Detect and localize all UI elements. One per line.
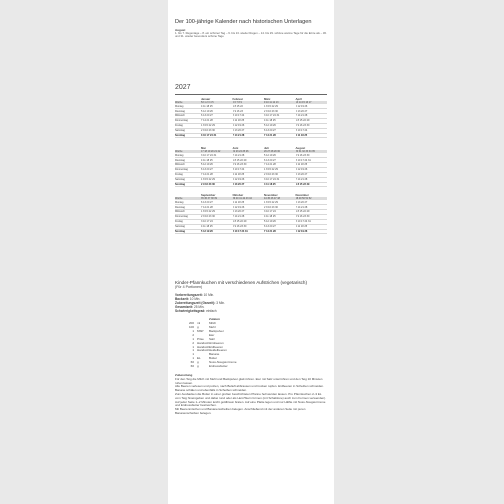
calendar-quarter — [175, 146, 327, 187]
prep-paragraph: Zum Ausbacken die Butter in einer großen beschichteten Pfanne hell werden lassen. Pro Pfannkuchen 2–3 EL vom Teig hineingeben und dabei rund oder als Herz/Stern formen (mit Schablone) auch zum Formen verwenden). — [175, 391, 327, 400]
day-numbers: 7 14 21 28 — [264, 133, 276, 137]
august-forecast — [175, 29, 327, 39]
ingredient-name: Nuss-Nougat-Creme — [209, 360, 237, 365]
week-numbers: 22 23 24 25 26 — [232, 150, 249, 154]
day-numbers: 6 13 20 27 — [295, 200, 308, 204]
ingredient-amount: 100 — [188, 325, 194, 330]
ingredient-amount: 1 — [192, 348, 194, 353]
page-title: Der 100-jährige Kalender nach historischen Unterlagen — [175, 19, 312, 25]
weekday-label: Sonntag — [175, 133, 185, 137]
meta-label: Backzeit: — [175, 297, 189, 302]
weekday-label: Samstag — [175, 225, 185, 229]
weekday-label: Dienstag — [175, 109, 185, 113]
day-numbers: 7 14 21 28 — [264, 163, 276, 167]
weekday-label: Mittwoch — [175, 163, 185, 167]
weekday-label: Montag — [175, 153, 184, 157]
week-numbers: 13 14 15 16 17 — [295, 101, 312, 105]
week-label: Woche — [175, 101, 183, 105]
ingredient-name: Eier — [209, 332, 215, 337]
recipe-meta-item — [175, 309, 327, 313]
day-numbers: 2 9 16 23 30 — [264, 109, 278, 113]
meta-label: Vorbereitungszeit: — [175, 293, 203, 298]
ingredient-amount: 1 — [192, 352, 194, 357]
month-name: März — [264, 97, 271, 101]
ingredient-unit: Prise — [197, 336, 204, 341]
day-numbers: 1 8 15 22 29 — [201, 178, 215, 182]
day-numbers: 1 8 15 22 29 — [264, 104, 278, 108]
day-numbers: 7 14 21 28 — [264, 229, 276, 233]
meta-label: Schwierigkeitsgrad: — [175, 309, 206, 314]
day-numbers: 6 13 20 27 — [201, 200, 213, 204]
day-numbers: 4 11 18 25 — [232, 173, 245, 177]
day-numbers: 6 13 20 27 — [264, 158, 276, 162]
day-numbers: 3 10 17 24 — [264, 210, 276, 214]
day-numbers: 6 13 20 27 — [232, 210, 245, 214]
weekday-label: Montag — [175, 200, 184, 204]
month-name: November — [264, 193, 278, 197]
day-numbers: 4 11 18 25 — [201, 225, 213, 229]
day-numbers: 6 13 20 27 — [295, 109, 308, 113]
meta-label: Zubereitungszeit (Garzeit): — [175, 301, 216, 306]
day-numbers: 3 10 17 24 — [201, 220, 213, 224]
day-numbers: 7 14 21 28 — [201, 205, 213, 209]
day-numbers: 5 12 19 26 — [201, 109, 213, 113]
month-name: Juni — [232, 146, 239, 150]
ingredient-unit: Handvoll — [197, 344, 209, 349]
weekday-row — [175, 230, 327, 235]
weekday-row — [175, 134, 327, 139]
ingredient-name: Milch — [209, 321, 217, 326]
ingredients-heading: Zutaten — [209, 317, 220, 322]
weekday-label: Dienstag — [175, 205, 185, 209]
prep-paragraph: Mit Beerenmischen und Bananenscheiben belegen. Anschließend mit der anderen Seite mit puren Bananenscheiben belegen. — [175, 407, 306, 415]
day-numbers: 6 13 20 27 — [295, 173, 308, 177]
day-numbers: 1 8 15 22 29 — [295, 119, 310, 123]
day-numbers: 3 10 17 24 31 — [201, 133, 217, 137]
meta-value: 25 Min. — [193, 305, 205, 310]
weekday-label: Donnerstag — [175, 168, 188, 172]
day-numbers: 3 10 17 24 31 — [264, 178, 280, 182]
calendar-page — [168, 0, 334, 504]
week-numbers: 5 6 7 8 9 — [232, 101, 242, 105]
meta-value: 10 Min. — [203, 293, 215, 298]
weekday-row — [175, 183, 327, 188]
calendar-year: 2027 — [175, 84, 191, 91]
day-numbers: 4 11 18 25 — [264, 182, 276, 186]
weekday-label: Montag — [175, 104, 184, 108]
ingredient-amount: 60 — [190, 360, 194, 365]
ingredient-amount: 1 — [192, 336, 194, 341]
day-numbers: 6 13 20 27 — [201, 168, 213, 172]
month-name: Juli — [264, 146, 269, 150]
week-label: Woche — [175, 197, 183, 201]
day-numbers: 3 10 17 24 — [232, 168, 245, 172]
day-numbers: 2 9 16 23 30 — [264, 173, 278, 177]
day-numbers: 5 12 19 26 — [264, 153, 276, 157]
day-numbers: 6 13 20 27 — [201, 114, 213, 118]
ingredient-unit: ml — [197, 321, 201, 326]
ingredient-amount: 60 — [190, 364, 194, 369]
ingredient-unit: EL — [197, 356, 201, 361]
day-numbers: 1 8 15 22 — [232, 104, 243, 108]
preparation — [175, 374, 327, 416]
week-numbers: 53 1 2 3 4 5 — [201, 101, 214, 105]
day-numbers: 1 8 15 22 29 — [295, 210, 310, 214]
ingredient-amount: 2 — [192, 340, 194, 345]
calendar-quarter — [175, 97, 327, 138]
weekday-label: Freitag — [175, 173, 183, 177]
day-numbers: 4 11 18 25 — [295, 225, 308, 229]
weekday-label: Mittwoch — [175, 210, 185, 214]
day-numbers: 7 14 21 28 — [295, 205, 308, 209]
day-numbers: 2 9 16 23 — [232, 109, 243, 113]
ingredient-amount: 1 — [192, 356, 194, 361]
day-numbers: 7 14 21 28 — [295, 114, 308, 118]
ingredient-amount: 1 — [192, 328, 194, 333]
month-name: Oktober — [232, 193, 244, 197]
weekday-label: Dienstag — [175, 158, 185, 162]
ingredient-amount: 1 — [192, 344, 194, 349]
meta-value: 10 Min. — [189, 297, 201, 302]
day-numbers: 4 11 18 25 — [232, 119, 245, 123]
day-numbers: 2 9 16 23 30 — [295, 124, 310, 128]
day-numbers: 3 10 17 24 31 — [264, 114, 280, 118]
month-name: Dezember — [295, 193, 309, 197]
week-numbers: 48 49 50 51 52 — [295, 197, 312, 201]
day-numbers: 2 9 16 23 30 — [295, 153, 310, 157]
week-numbers: 30 31 32 33 34 35 — [295, 150, 315, 154]
weekday-label: Mittwoch — [175, 114, 185, 118]
day-numbers: 1 8 15 22 29 — [264, 200, 278, 204]
day-numbers: 5 12 19 26 — [201, 163, 213, 167]
week-numbers: 26 27 28 29 30 — [264, 150, 280, 154]
day-numbers: 5 12 19 26 — [295, 229, 308, 233]
day-numbers: 3 10 17 24 31 — [295, 158, 311, 162]
weekday-label: Samstag — [175, 129, 185, 133]
day-numbers: 2 9 16 23 30 — [201, 215, 215, 219]
recipe-meta — [175, 293, 327, 313]
day-numbers: 7 14 21 28 — [232, 215, 245, 219]
ingredient-name: Banane — [209, 352, 220, 357]
prep-paragraph: Auf jeder Seite 1–2 Minuten leicht goldbraun braten. Auf eine Platte legen und nur Hälfte mit Nuss-Nougat-Creme und Erdnussbutter bestreichen. — [175, 399, 326, 408]
ingredient-unit: Handvoll — [197, 340, 209, 345]
calendar-quarter — [175, 193, 327, 234]
weekday-label: Freitag — [175, 124, 183, 128]
ingredient-name: Salz — [209, 336, 215, 341]
day-numbers: 7 14 21 28 — [201, 119, 213, 123]
day-numbers: 3 10 17 24 — [232, 114, 245, 118]
day-numbers: 2 9 16 23 30 — [201, 129, 215, 133]
week-label: Woche — [175, 150, 183, 154]
day-numbers: 4 11 18 25 — [264, 215, 276, 219]
day-numbers: 4 11 18 25 — [295, 133, 308, 137]
day-numbers: 7 14 21 28 — [232, 133, 245, 137]
day-numbers: 2 9 16 23 30 — [264, 205, 278, 209]
week-numbers: 44 45 46 47 48 — [264, 197, 280, 201]
prep-paragraph: Für den Teig die Milch mit Mehl und Backpulver glatt rühren. Eier mit Salz unterrühren und den Teig 10 Minuten ruhen lassen. — [175, 376, 323, 385]
day-numbers: 1 8 15 22 29 — [264, 168, 278, 172]
day-numbers: 7 14 21 28 — [201, 173, 213, 177]
day-numbers: 3 10 17 24 — [295, 129, 308, 133]
ingredient-amount: 200 — [188, 321, 194, 326]
month-name: September — [201, 193, 216, 197]
month-name: Februar — [232, 97, 243, 101]
day-numbers: 6 13 20 27 — [264, 225, 276, 229]
day-numbers: 3 10 17 24 31 — [232, 229, 248, 233]
prep-heading: Zubereitung — [175, 372, 193, 377]
ingredient-unit: g — [197, 364, 199, 369]
ingredient-unit: MSP — [197, 328, 204, 333]
day-numbers: 7 14 21 28 — [295, 178, 308, 182]
day-numbers: 5 12 19 26 — [232, 124, 245, 128]
month-name: August — [295, 146, 306, 150]
year-divider — [175, 94, 327, 95]
august-heading: August — [175, 28, 186, 32]
day-numbers: 2 9 16 23 30 — [232, 225, 247, 229]
day-numbers: 7 14 21 28 — [232, 153, 245, 157]
day-numbers: 1 8 15 22 29 — [295, 182, 310, 186]
day-numbers: 1 8 15 22 29 — [232, 220, 247, 224]
week-numbers: 9 10 11 12 13 — [264, 101, 279, 105]
ingredient-unit: g — [197, 360, 199, 365]
weekday-label: Freitag — [175, 220, 183, 224]
month-name: Mai — [201, 146, 206, 150]
weekday-label: Sonntag — [175, 182, 185, 186]
ingredient-name: Himbeeren — [209, 340, 224, 345]
ingredient-name: Butter — [209, 356, 218, 361]
day-numbers: 4 11 18 25 — [264, 119, 276, 123]
day-numbers: 4 11 18 25 — [201, 158, 213, 162]
week-numbers: 39 40 41 42 43 44 — [232, 197, 252, 201]
day-numbers: 5 12 19 26 — [232, 205, 245, 209]
month-name: Januar — [201, 97, 211, 101]
weekday-label: Sonntag — [175, 229, 185, 233]
month-name: April — [295, 97, 302, 101]
day-numbers: 1 8 15 22 29 — [232, 158, 247, 162]
day-numbers: 2 9 16 23 30 — [295, 215, 310, 219]
day-numbers: 6 13 20 27 — [264, 129, 276, 133]
day-numbers: 5 12 19 26 — [295, 104, 308, 108]
day-numbers: 3 10 17 24 31 — [295, 220, 311, 224]
ingredient-name: Erdbeeren — [209, 344, 224, 349]
recipe — [175, 280, 327, 416]
ingredient-name: Heidelbeeren — [209, 348, 227, 353]
day-numbers: 4 11 18 25 — [232, 200, 245, 204]
meta-value: einfach — [206, 309, 217, 314]
ingredient-amount: 2 — [192, 332, 194, 337]
ingredient-name: Backpulver — [209, 328, 224, 333]
prep-paragraph: Alle Beeren verlesen und putzen, nach Belieft abbrausen und trocken tupfen. Erdbeeren in Scheiben schneiden. Banane schälen und ebenfalls in Scheiben schneiden. — [175, 384, 324, 393]
day-numbers: 2 9 16 23 30 — [232, 163, 247, 167]
recipe-title: Kinder-Pfannkuchen mit verschiedenen Aufstrichen (vegetarisch) — [175, 280, 308, 285]
day-numbers: 5 12 19 26 — [201, 229, 213, 233]
day-numbers: 4 11 18 25 — [201, 104, 213, 108]
day-numbers: 1 8 15 22 29 — [201, 210, 215, 214]
week-numbers: 35 36 37 38 39 — [201, 197, 217, 201]
day-numbers: 4 11 18 25 — [295, 163, 308, 167]
weekday-label: Donnerstag — [175, 215, 188, 219]
weekday-label: Samstag — [175, 178, 185, 182]
ingredient-row — [175, 365, 327, 369]
ingredients-list — [175, 318, 327, 369]
day-numbers: 3 10 17 24 31 — [201, 153, 217, 157]
ingredient-unit: g — [197, 325, 199, 330]
week-numbers: 17 18 19 20 21 22 — [201, 150, 221, 154]
day-numbers: 6 13 20 27 — [232, 129, 245, 133]
ingredient-name: Mehl — [209, 325, 216, 330]
meta-label: Gesamtzeit: — [175, 305, 194, 310]
ingredient-unit: Handvoll — [197, 348, 209, 353]
day-numbers: 1 8 15 22 29 — [201, 124, 215, 128]
weekday-label: Donnerstag — [175, 119, 188, 123]
day-numbers: 5 12 19 26 — [264, 220, 276, 224]
day-numbers: 5 12 19 26 — [295, 168, 308, 172]
meta-value: 3 Min. — [216, 301, 225, 306]
day-numbers: 5 12 19 26 — [264, 124, 276, 128]
day-numbers: 5 12 19 26 — [232, 178, 245, 182]
day-numbers: 2 9 16 23 30 — [201, 182, 215, 186]
august-text: 1. bis 7. Regentage – 8. ein schöner Tag – 9. bis 13. wieder Regen – 14. bis 29. schöne warme Tage für die Ernte als – 30. und 31. wieder besonders schöne Tage — [175, 31, 327, 39]
day-numbers: 6 13 20 27 — [232, 182, 245, 186]
recipe-subtitle: (Für 4 Portionen) — [175, 285, 203, 290]
ingredient-name: Erdnussbutter — [209, 364, 228, 369]
